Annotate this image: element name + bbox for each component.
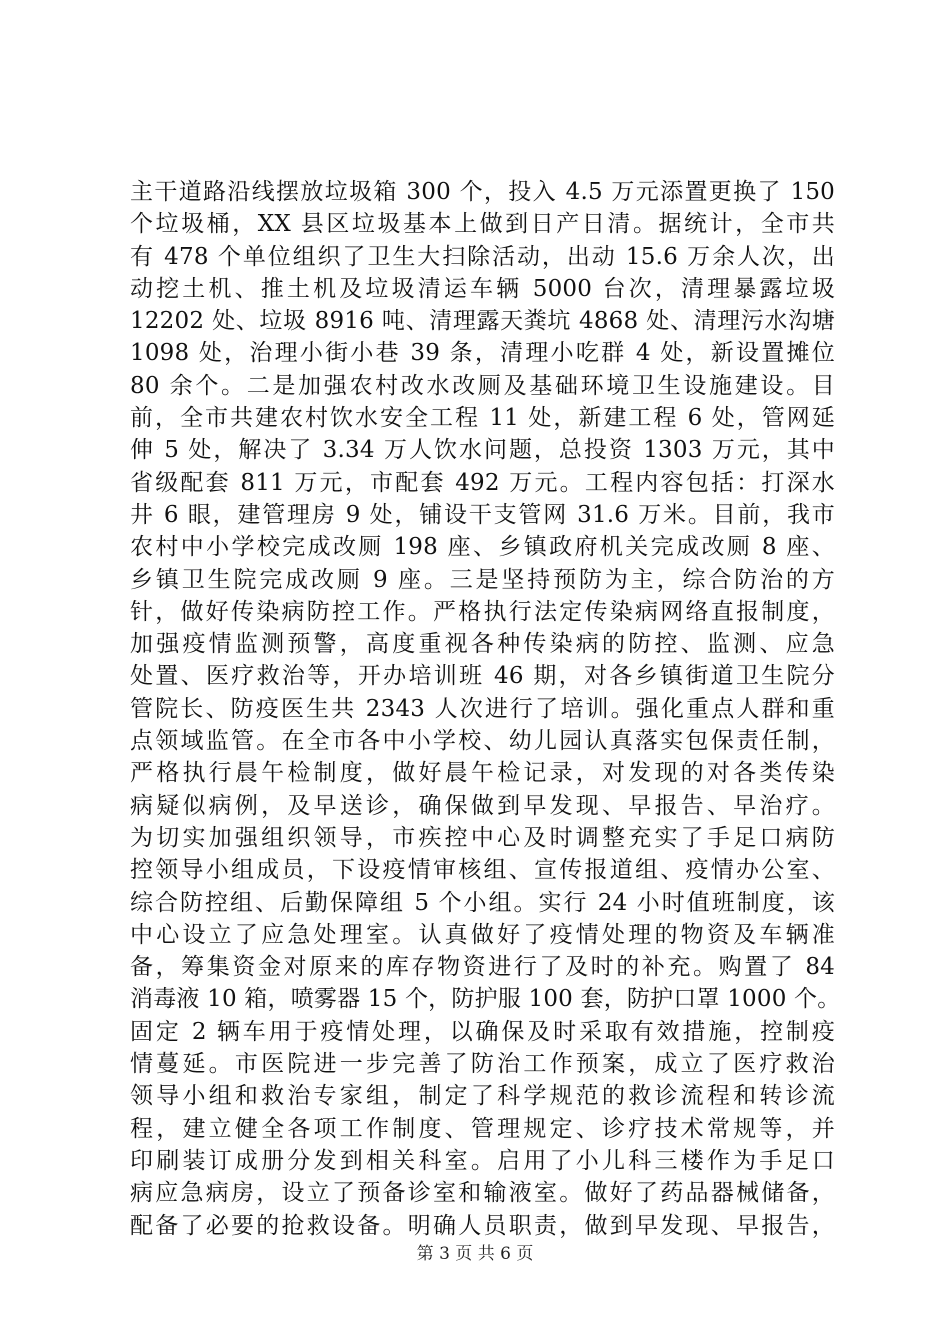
text-line: 80 余个。二是加强农村改水改厕及基础环境卫生设施建设。目 bbox=[130, 372, 835, 399]
text-line: 伸 5 处，解决了 3.34 万人饮水问题，总投资 1303 万元，其中 bbox=[130, 437, 835, 464]
text-line: 管院长、防疫医生共 2343 人次进行了培训。强化重点人群和重 bbox=[130, 695, 835, 722]
text-line: 处置、医疗救治等，开办培训班 46 期，对各乡镇街道卫生院分 bbox=[130, 663, 835, 690]
text-line: 病应急病房，设立了预备诊室和输液室。做好了药品器械储备， bbox=[130, 1180, 835, 1207]
text-line: 12202 处、垃圾 8916 吨、清理露天粪坑 4868 处、清理污水沟塘 bbox=[130, 308, 835, 335]
text-line: 程，建立健全各项工作制度、管理规定、诊疗技术常规等，并 bbox=[130, 1115, 835, 1142]
text-line: 有 478 个单位组织了卫生大扫除活动，出动 15.6 万余人次，出 bbox=[130, 243, 835, 270]
text-line: 主干道路沿线摆放垃圾箱 300 个，投入 4.5 万元添置更换了 150 bbox=[130, 179, 835, 205]
text-line: 印刷装订成册分发到相关科室。启用了小儿科三楼作为手足口 bbox=[130, 1147, 835, 1174]
text-line: 动挖土机、推土机及垃圾清运车辆 5000 台次，清理暴露垃圾 bbox=[130, 275, 835, 302]
text-line: 前，全市共建农村饮水安全工程 11 处，新建工程 6 处，管网延 bbox=[130, 405, 835, 432]
text-line: 为切实加强组织领导，市疾控中心及时调整充实了手足口病防 bbox=[130, 824, 835, 851]
text-line: 针，做好传染病防控工作。严格执行法定传染病网络直报制度， bbox=[130, 598, 835, 625]
text-line: 1098 处，治理小街小巷 39 条，清理小吃群 4 处，新设置摊位 bbox=[130, 340, 835, 367]
text-line: 综合防控组、后勤保障组 5 个小组。实行 24 小时值班制度，该 bbox=[130, 889, 835, 916]
text-line: 病疑似病例，及早送诊，确保做到早发现、早报告、早治疗。 bbox=[130, 792, 835, 819]
page-footer: 第 3 页 共 6 页 bbox=[416, 1244, 534, 1264]
text-line: 井 6 眼，建管理房 9 处，铺设干支管网 31.6 万米。目前，我市 bbox=[130, 501, 835, 528]
text-line: 乡镇卫生院完成改厕 9 座。三是坚持预防为主，综合防治的方 bbox=[130, 566, 835, 593]
document-body bbox=[130, 176, 841, 1242]
text-line: 农村中小学校完成改厕 198 座、乡镇政府机关完成改厕 8 座、 bbox=[130, 534, 835, 561]
text-line: 固定 2 辆车用于疫情处理，以确保及时采取有效措施，控制疫 bbox=[130, 1018, 835, 1045]
text-line: 备，筹集资金对原来的库存物资进行了及时的补充。购置了 84 bbox=[130, 954, 835, 981]
text-line: 中心设立了应急处理室。认真做好了疫情处理的物资及车辆准 bbox=[130, 921, 835, 948]
text-line: 个垃圾桶，XX 县区垃圾基本上做到日产日清。据统计，全市共 bbox=[130, 211, 835, 238]
text-line: 配备了必要的抢救设备。明确人员职责，做到早发现、早报告， bbox=[130, 1212, 835, 1239]
text-line: 严格执行晨午检制度，做好晨午检记录，对发现的对各类传染 bbox=[130, 760, 835, 787]
text-line: 消毒液 10 箱，喷雾器 15 个，防护服 100 套，防护口罩 1000 个。 bbox=[130, 986, 841, 1013]
text-line: 情蔓延。市医院进一步完善了防治工作预案，成立了医疗救治 bbox=[130, 1051, 835, 1078]
text-line: 点领域监管。在全市各中小学校、幼儿园认真落实包保责任制， bbox=[130, 728, 835, 755]
text-line: 领导小组和救治专家组，制定了科学规范的救诊流程和转诊流 bbox=[130, 1083, 835, 1110]
text-line: 省级配套 811 万元，市配套 492 万元。工程内容包括：打深水 bbox=[130, 469, 835, 496]
text-line: 加强疫情监测预警，高度重视各种传染病的防控、监测、应急 bbox=[130, 631, 835, 658]
text-line: 控领导小组成员，下设疫情审核组、宣传报道组、疫情办公室、 bbox=[130, 857, 835, 884]
